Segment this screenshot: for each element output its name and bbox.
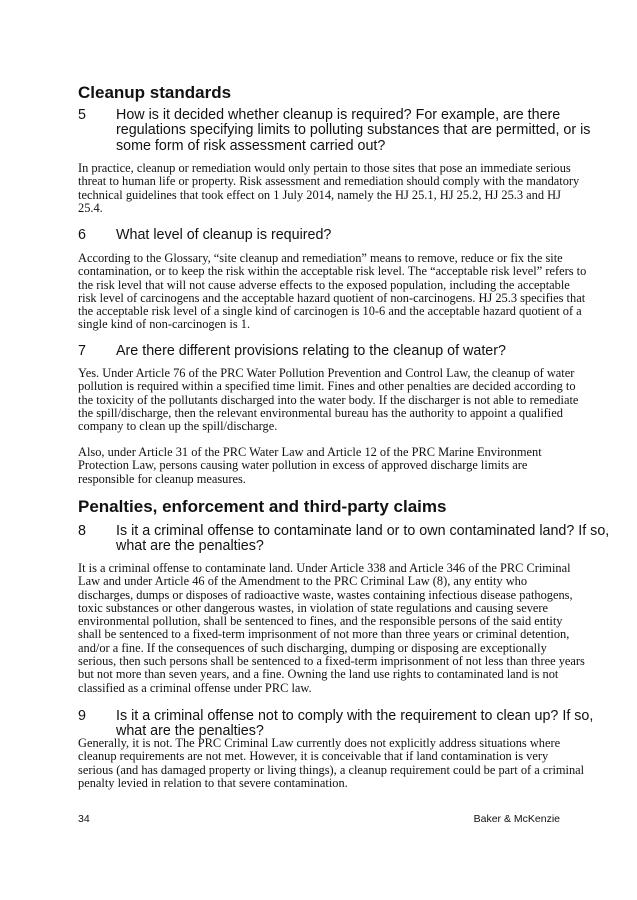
paragraph-line: According to the Glossary, “site cleanup and remediation” means to remove, reduce or fix the site <box>78 251 563 265</box>
paragraph-line: contamination, or to keep the risk within the acceptable risk level. The “acceptable risk level” refers to <box>78 264 587 279</box>
paragraph-line: serious, then such persons shall be sentenced to a fixed-term imprisonment of not less than three years <box>78 654 585 669</box>
paragraph-line: risk level of carcinogens and the acceptable hazard quotient of non-carcinogens. HJ 25.3 specifies that <box>78 290 586 305</box>
paragraph-line: Protection Law, persons causing water pollution in excess of approved discharge limits are <box>78 458 528 473</box>
question-5 <box>78 107 591 154</box>
paragraph-line: technical guidelines that took effect on 1 July 2014, namely the HJ 25.1, HJ 25.2, HJ 25.3 and HJ <box>78 187 561 202</box>
answer-8 <box>78 561 585 695</box>
paragraph-line: environmental pollution, shall be sentenced to fines, and the responsible persons of the said entity <box>78 614 563 629</box>
question-number: 7 <box>78 343 86 359</box>
question-text <box>116 344 568 359</box>
paragraph-line: Generally, it is not. The PRC Criminal Law currently does not explicitly address situations where <box>78 736 561 750</box>
question-line: What level of cleanup is required? <box>116 227 332 243</box>
paragraph-line: and/or a fine. If the consequences of such discharging, dumping or disposing are exceptionally <box>78 640 547 655</box>
question-line: regulations specifying limits to polluting substances that are permitted, or is <box>116 122 591 139</box>
question-6 <box>78 228 568 243</box>
question-text <box>116 523 610 555</box>
paragraph-line: Also, under Article 31 of the PRC Water Law and Article 12 of the PRC Marine Environment <box>78 445 542 459</box>
question-line: How is it decided whether cleanup is required? For example, are there <box>116 107 561 123</box>
question-text <box>116 107 591 154</box>
paragraph-line: serious (and has damaged property or living things), a cleanup requirement could be part of a criminal <box>78 762 585 777</box>
paragraph-line: Law and under Article 46 of the Amendment to the PRC Criminal Law (8), any entity who <box>78 574 528 589</box>
question-8 <box>78 523 610 555</box>
paragraph-line: Yes. Under Article 76 of the PRC Water Pollution Prevention and Control Law, the cleanup of water <box>78 366 575 380</box>
paragraph-line: 25.4. <box>78 200 103 215</box>
question-line: what are the penalties? <box>116 538 264 555</box>
question-line: some form of risk assessment carried out? <box>116 137 386 154</box>
section-heading-penalties: Penalties, enforcement and third-party claims <box>78 497 447 516</box>
paragraph-line: discharges, dumps or disposes of radioactive waste, wastes containing infectious disease pathogens, <box>78 587 573 602</box>
paragraph-line: single kind of non-carcinogen is 1. <box>78 317 251 332</box>
page-number: 34 <box>78 813 90 825</box>
answer-7a <box>78 367 578 433</box>
paragraph-line: It is a criminal offense to contaminate land. Under Article 338 and Article 346 of the PRC Criminal <box>78 561 571 575</box>
paragraph-line: toxic substances or other dangerous wastes, in violation of state regulations and causing severe <box>78 600 549 615</box>
question-line: what are the penalties? <box>116 723 264 740</box>
question-7 <box>78 344 568 359</box>
question-9 <box>78 708 594 740</box>
question-number: 6 <box>78 227 86 243</box>
section-heading-cleanup-standards: Cleanup standards <box>78 83 232 102</box>
answer-6 <box>78 251 587 332</box>
question-line: Is it a criminal offense to contaminate land or to own contaminated land? If so, <box>116 523 610 539</box>
paragraph-line: In practice, cleanup or remediation would only pertain to those sites that pose an immediate serious <box>78 161 571 175</box>
question-number: 9 <box>78 708 86 724</box>
paragraph-line: classified as a criminal offense under PRC law. <box>78 680 312 695</box>
paragraph-line: the toxicity of the pollutants discharged into the water body. If the discharger is not able to remediate <box>78 392 579 407</box>
question-text <box>116 228 568 243</box>
paragraph-line: shall be sentenced to a fixed-term imprisonment of not more than three years or criminal detention, <box>78 627 570 642</box>
answer-7b <box>78 446 578 486</box>
paragraph-line: the spill/discharge, then the relevant environmental bureau has the authority to appoint a qualified <box>78 405 563 420</box>
paragraph-line: responsible for cleanup measures. <box>78 471 246 486</box>
paragraph-line: the risk level that will not cause adverse effects to the exposed population, including the acceptable <box>78 277 570 292</box>
question-number: 5 <box>78 107 86 123</box>
question-number: 8 <box>78 523 86 539</box>
question-line: Are there different provisions relating to the cleanup of water? <box>116 343 506 359</box>
paragraph-line: the acceptable risk level of a single kind of carcinogen is 10-6 and the acceptable hazard quotient of a <box>78 304 582 319</box>
paragraph-line: pollution is required within a specified time limit. Fines and other penalties are decided according to <box>78 379 576 394</box>
paragraph-line: penalty levied in relation to that severe contamination. <box>78 775 348 790</box>
paragraph-line: company to clean up the spill/discharge. <box>78 419 278 434</box>
footer-firm-name: Baker & McKenzie <box>473 813 560 825</box>
answer-9 <box>78 736 585 790</box>
question-line: Is it a criminal offense not to comply with the requirement to clean up? If so, <box>116 708 594 724</box>
paragraph-line: cleanup requirements are not met. However, it is conceivable that if land contamination is very <box>78 749 549 764</box>
question-text <box>116 708 594 740</box>
answer-5 <box>78 162 578 215</box>
paragraph-line: threat to human life or property. Risk assessment and remediation should comply with the mandatory <box>78 174 580 189</box>
paragraph-line: but not more than seven years, and a fine. Owning the land use rights to contaminated land is not <box>78 667 559 682</box>
